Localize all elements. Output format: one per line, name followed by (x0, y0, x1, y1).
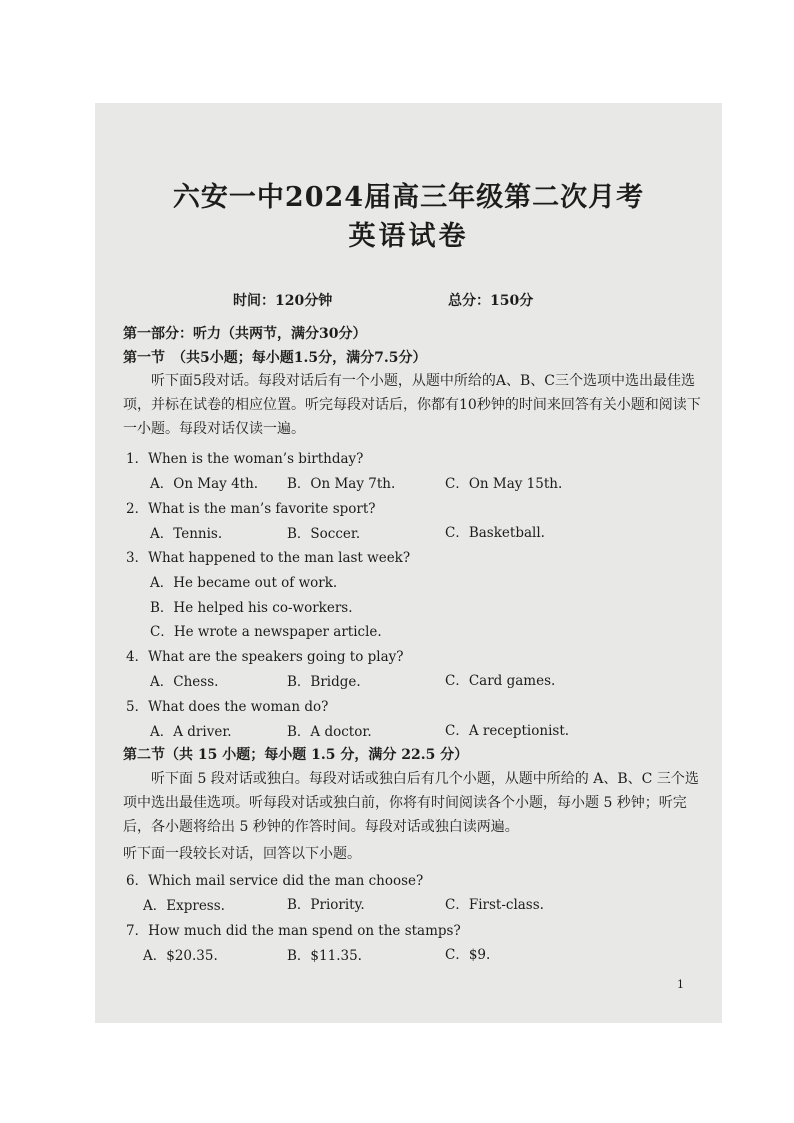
q7-option-b: B．$11.35. (287, 948, 362, 964)
q4-option-a: A．Chess. (150, 674, 219, 690)
question-4: 4．What are the speakers going to play? (126, 649, 404, 665)
q6-option-c: C．First-class. (445, 897, 544, 913)
q7-option-a: A．$20.35. (143, 948, 218, 964)
q1-option-a: A．On May 4th. (150, 476, 259, 492)
q1-option-c: C．On May 15th. (445, 476, 563, 492)
q4-option-b: B．Bridge. (287, 674, 361, 690)
q3-option-b: B．He helped his co-workers. (150, 600, 353, 616)
q5-option-a: A．A driver. (150, 724, 232, 740)
page-content (95, 103, 722, 1023)
question-6: 6．Which mail service did the man choose? (126, 873, 424, 889)
question-3: 3．What happened to the man last week? (126, 550, 411, 566)
time-info: 时间：120分钟 (233, 293, 333, 309)
score-info: 总分：150分 (448, 293, 534, 309)
section2-note: 听下面一段较长对话，回答以下小题。 (123, 846, 361, 862)
q6-option-b: B．Priority. (287, 897, 365, 913)
q3-option-c: C．He wrote a newspaper article. (150, 624, 382, 640)
section2-instructions: 听下面 5 段对话或独白。每段对话或独白后有几个小题，从题中所给的 A、B、C 三个选项中选出最佳选项。听每段对话或独白前，你将有时间阅读各个小题，每小题 5 秒钟；听完后，各小题将给出 5 秒钟的作答时间。每段对话或独白读两遍。 (123, 771, 699, 835)
part1-header: 第一部分：听力（共两节，满分30分） (123, 326, 367, 342)
q4-option-c: C．Card games. (445, 673, 556, 689)
question-2: 2．What is the man’s favorite sport? (126, 501, 376, 517)
page-number: 1 (677, 978, 684, 991)
q2-option-c: C．Basketball. (445, 525, 545, 541)
section1-header: 第一节 （共5小题；每小题1.5分，满分7.5分） (123, 350, 427, 366)
section2-header: 第二节（共 15 小题；每小题 1.5 分，满分 22.5 分） (123, 747, 469, 763)
question-1: 1．When is the woman’s birthday? (126, 451, 364, 467)
q2-option-a: A．Tennis. (150, 526, 223, 542)
q1-option-b: B．On May 7th. (287, 476, 396, 492)
exam-subtitle: 英语试卷 (348, 221, 469, 252)
q2-option-b: B．Soccer. (287, 526, 361, 542)
q7-option-c: C．$9. (445, 947, 491, 963)
question-5: 5．What does the woman do? (126, 699, 329, 715)
section1-instructions: 听下面5段对话。每段对话后有一个小题，从题中所给的A、B、C三个选项中选出最佳选项，并标在试卷的相应位置。听完每段对话后，你都有10秒钟的时间来回答有关小题和阅读下一小题。每段对话仅读一遍。 (123, 373, 701, 437)
q5-option-c: C．A receptionist. (445, 723, 570, 739)
q5-option-b: B．A doctor. (287, 724, 372, 740)
exam-title: 六安一中2024届高三年级第二次月考 (172, 182, 645, 213)
q6-option-a: A．Express. (143, 898, 225, 914)
exam-page (95, 103, 722, 1023)
q3-option-a: A．He became out of work. (150, 575, 338, 591)
question-7: 7．How much did the man spend on the stamps? (126, 923, 461, 939)
